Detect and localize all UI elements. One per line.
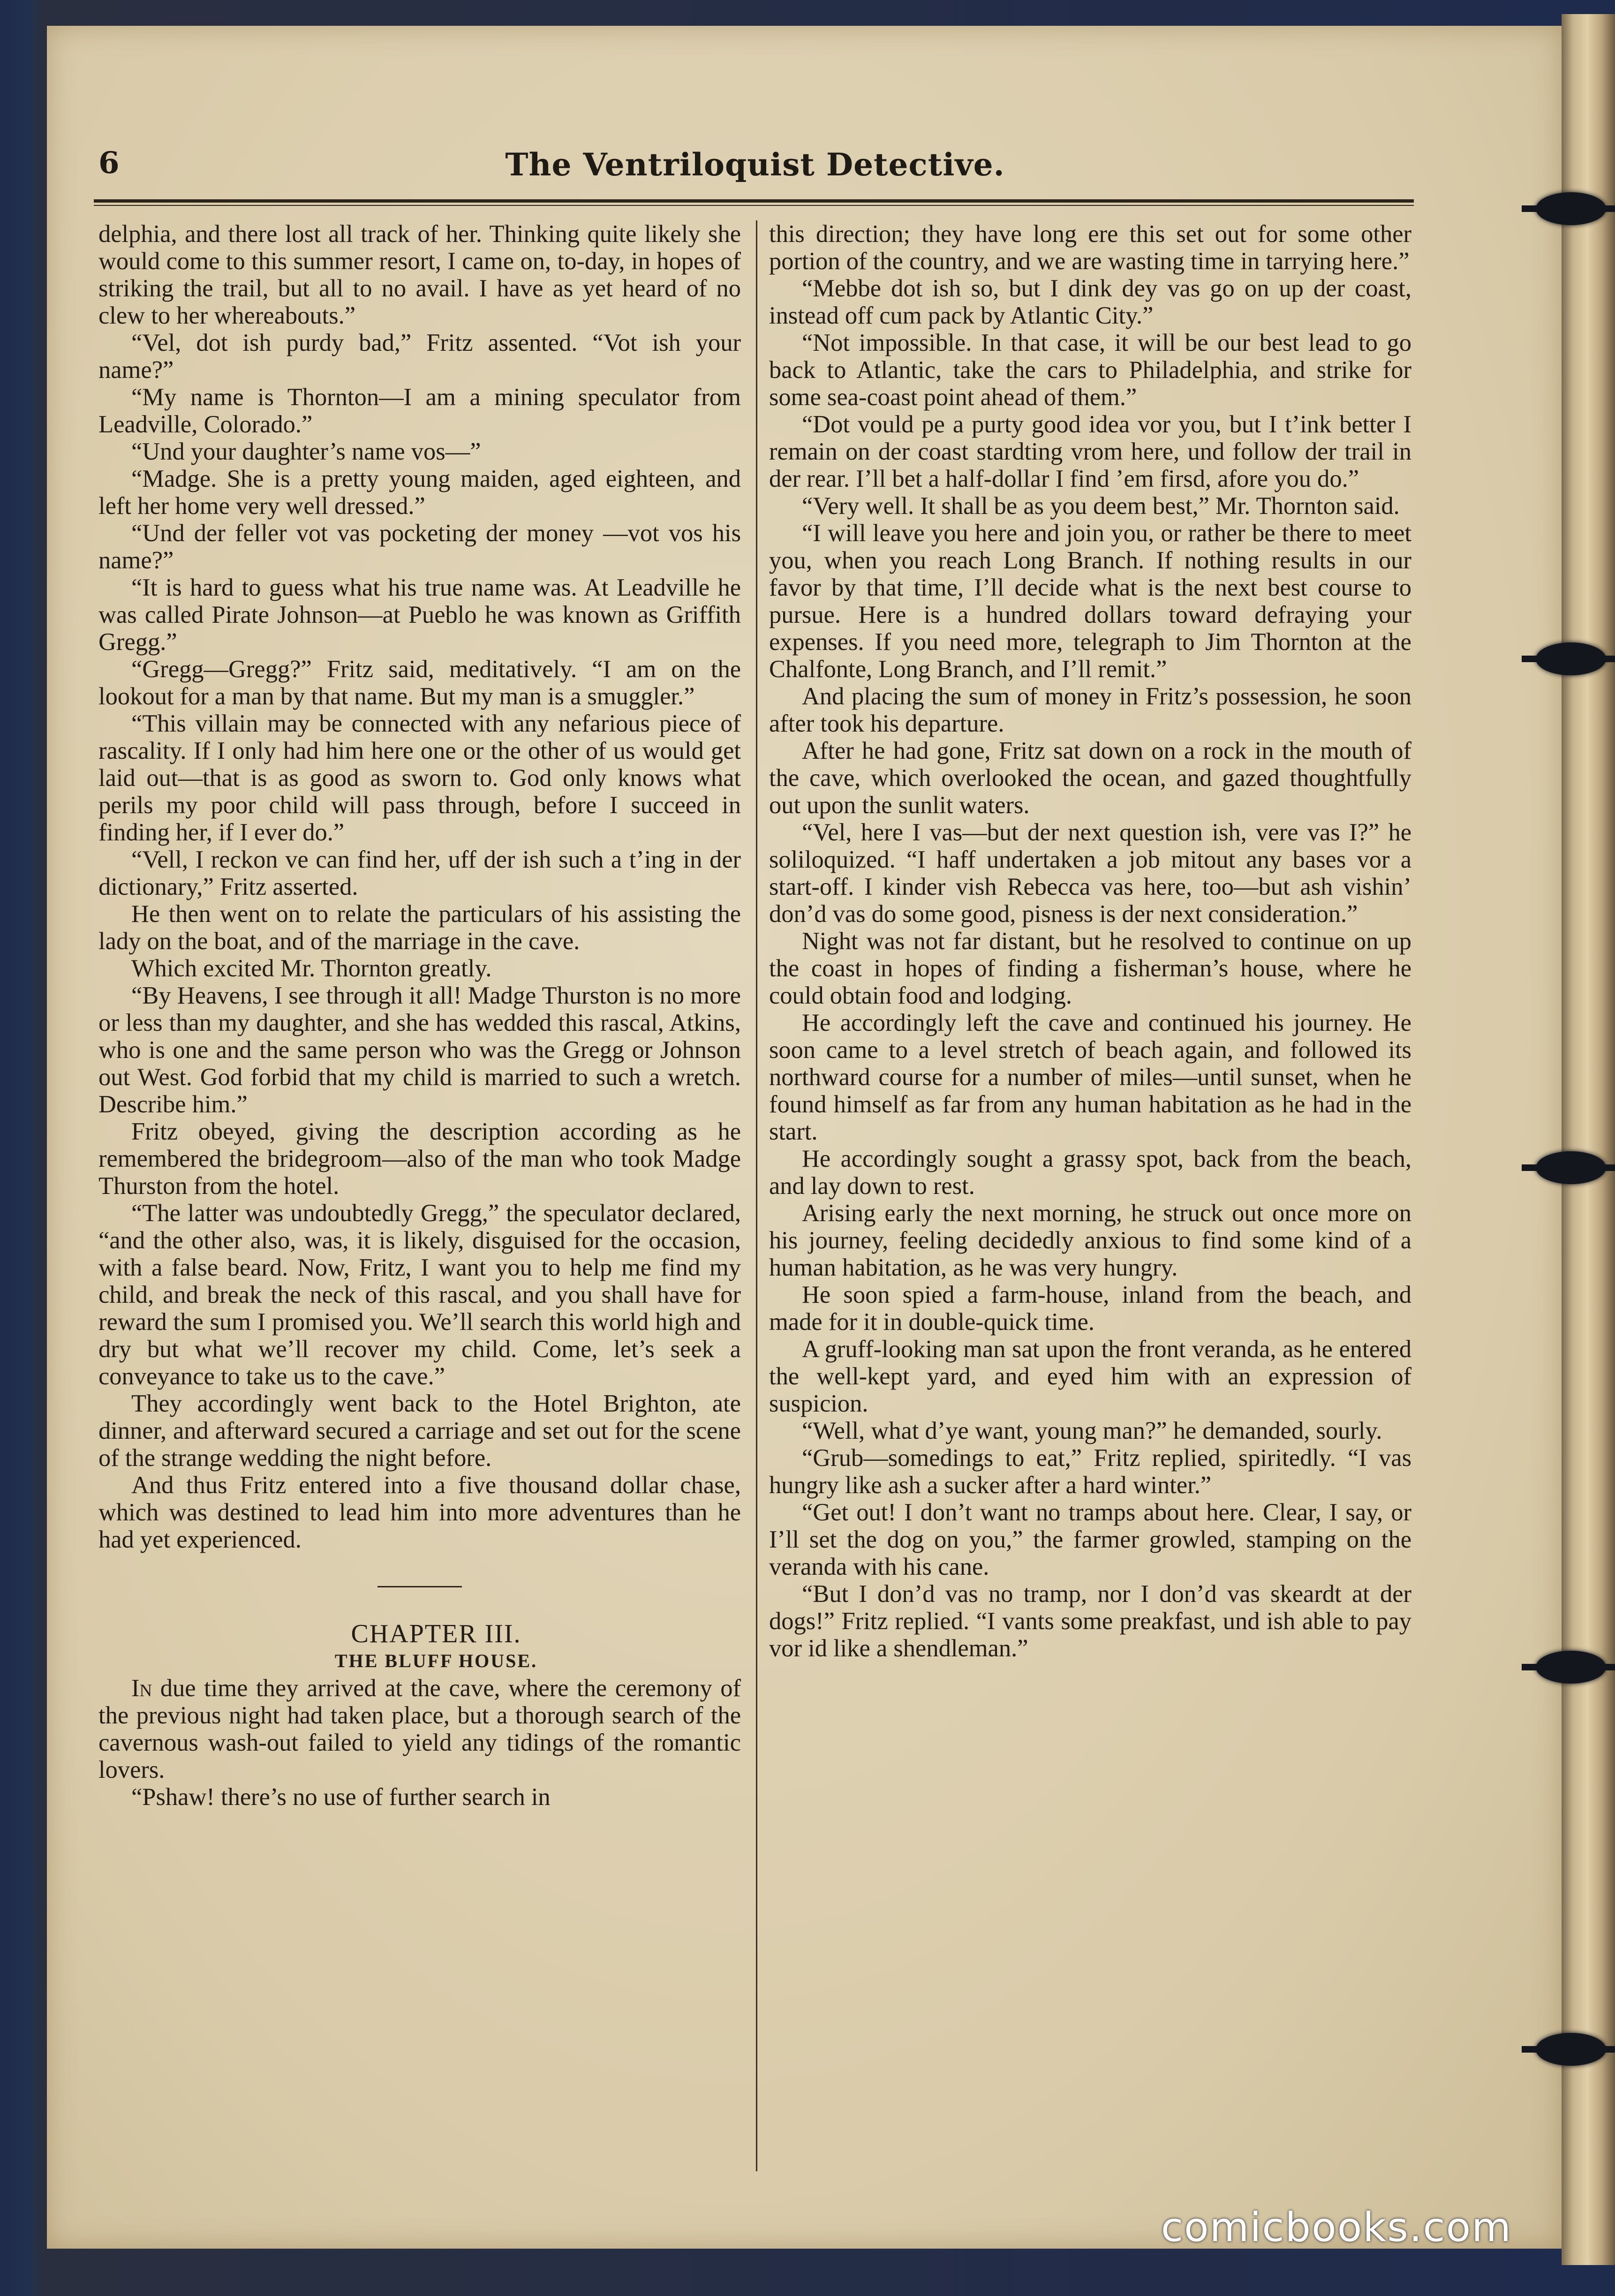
binding-stitch	[1536, 1651, 1606, 1684]
chapter-heading: CHAPTER III.	[351, 1619, 521, 1648]
paragraph: “Pshaw! there’s no use of further search in	[131, 1783, 551, 1811]
paragraph: He then went on to relate the particulars of his assisting the lady on the boat, and of the marriage in the cave.	[98, 900, 741, 955]
chapter-opening-text: due time they arrived at the cave, where the ceremony of the previous night had taken place, but a thorough search of the cavernous wash-out failed to yield any tidings of the romantic lovers.	[98, 1675, 741, 1783]
page-number: 6	[98, 145, 120, 181]
right-column	[769, 220, 1411, 1662]
paragraph: “But I don’d vas no tramp, nor I don’d vas skeardt at der dogs!” Fritz replied. “I vants some preakfast, und ish able to pay vor id like a shendleman.”	[769, 1580, 1411, 1662]
header-rule-thin	[94, 205, 1414, 206]
paragraph: “Dot vould pe a purty good idea vor you, but I t’ink better I remain on der coast stardting vrom here, und follow der trail in der rear. I’ll bet a half-dollar I find ’em firsd, afore you do.”	[769, 411, 1411, 492]
chapter-lead-word: In	[131, 1675, 152, 1702]
paragraph: And thus Fritz entered into a five thousand dollar chase, which was destined to lead him into more adventures than he had yet experienced.	[98, 1472, 741, 1553]
paragraph: He accordingly left the cave and continued his journey. He soon came to a level stretch of beach again, and followed its northward course for a number of miles—until sunset, when he found himself as far from any human habitation as he had in the start.	[769, 1009, 1411, 1145]
book-spine	[1562, 14, 1615, 2265]
paragraph: delphia, and there lost all track of her. Thinking quite likely she would come to this summer resort, I came on, to-day, in hopes of striking the trail, but all to no avail. I have as yet heard of no clew to her whereabouts.”	[98, 220, 741, 329]
binding-stitch	[1536, 2033, 1606, 2066]
paragraph: “I will leave you here and join you, or rather be there to meet you, when you reach Long Branch. If nothing results in our favor by that time, I’ll decide what is the next best course to pursue. Here is a hundred dollars toward defraying your expenses. If you need more, telegraph to Jim Thornton at the Chalfonte, Long Branch, and I’ll remit.”	[769, 520, 1411, 683]
paragraph: “Vell, I reckon ve can find her, uff der ish such a t’ing in der dictionary,” Fritz asserted.	[98, 846, 741, 900]
paragraph: Night was not far distant, but he resolved to continue on up the coast in hopes of finding a fisherman’s house, where he could obtain food and lodging.	[769, 928, 1411, 1009]
paragraph: “It is hard to guess what his true name was. At Leadville he was called Pirate Johnson—at Pueblo he was known as Griffith Gregg.”	[98, 574, 741, 656]
watermark: comicbooks.com	[1161, 2204, 1512, 2251]
chapter-subtitle: THE BLUFF HOUSE.	[334, 1650, 538, 1671]
paragraph: “By Heavens, I see through it all! Madge Thurston is no more or less than my daughter, and she has wedded this rascal, Atkins, who is one and the same person who was the Gregg or Johnson out West. God forbid that my child is married to such a wretch. Describe him.”	[98, 982, 741, 1118]
binding-stitch	[1536, 1151, 1606, 1184]
paragraph: “My name is Thornton—I am a mining speculator from Leadville, Colorado.”	[98, 384, 741, 438]
paragraph: “Gregg—Gregg?” Fritz said, meditatively. “I am on the lookout for a man by that name. But my man is a smuggler.”	[98, 656, 741, 710]
paragraph: A gruff-looking man sat upon the front veranda, as he entered the well-kept yard, and eyed him with an expression of suspicion.	[769, 1336, 1411, 1417]
paragraph: “Not impossible. In that case, it will be our best lead to go back to Atlantic, take the cars to Philadelphia, and strike for some sea-coast point ahead of them.”	[769, 329, 1411, 411]
paragraph: “Grub—somedings to eat,” Fritz replied, spiritedly. “I vas hungry like ash a sucker after a hard winter.”	[769, 1444, 1411, 1499]
paragraph: “Vel, dot ish purdy bad,” Fritz assented. “Vot ish your name?”	[98, 329, 741, 384]
binding-stitch	[1536, 642, 1606, 675]
paragraph: “Well, what d’ye want, young man?” he demanded, sourly.	[802, 1417, 1382, 1444]
running-title: The Ventriloquist Detective.	[505, 146, 1005, 183]
paragraph: They accordingly went back to the Hotel Brighton, ate dinner, and afterward secured a carriage and set out for the scene of the strange wedding the night before.	[98, 1390, 741, 1472]
paragraph: “The latter was undoubtedly Gregg,” the speculator declared, “and the other also, was, it is likely, disguised for the occasion, with a false beard. Now, Fritz, I want you to help me find my child, and break the neck of this rascal, and you shall have for reward the sum I promised you. We’ll search this world high and dry but what we’ll recover my child. Come, let’s seek a conveyance to take us to the cave.”	[98, 1200, 741, 1390]
paragraph: “Very well. It shall be as you deem best,” Mr. Thornton said.	[802, 492, 1400, 520]
paragraph: Arising early the next morning, he struck out once more on his journey, feeling decidedly anxious to find some kind of a human habitation, as he was very hungry.	[769, 1200, 1411, 1281]
left-column	[98, 220, 741, 1811]
page-header	[98, 141, 1411, 202]
paragraph: “Und der feller vot vas pocketing der money —vot vos his name?”	[98, 520, 741, 574]
binding-stitch	[1536, 192, 1606, 225]
paragraph: “Madge. She is a pretty young maiden, aged eighteen, and left her home very well dressed.”	[98, 465, 741, 520]
paragraph: After he had gone, Fritz sat down on a rock in the mouth of the cave, which overlooked the ocean, and gazed thoughtfully out upon the sunlit waters.	[769, 737, 1411, 819]
column-divider	[756, 220, 757, 2171]
paragraph: “This villain may be connected with any nefarious piece of rascality. If I only had him here one or the other of us would get laid out—that is as good as sworn to. God only knows what perils my poor child will pass through, before I succeed in finding her, if I ever do.”	[98, 710, 741, 846]
paragraph: And placing the sum of money in Fritz’s possession, he soon after took his departure.	[769, 683, 1411, 737]
paragraph: He accordingly sought a grassy spot, back from the beach, and lay down to rest.	[769, 1145, 1411, 1200]
header-rule	[94, 199, 1414, 203]
paragraph: “Und your daughter’s name vos—”	[131, 438, 481, 465]
paragraph: He soon spied a farm-house, inland from the beach, and made for it in double-quick time.	[769, 1281, 1411, 1336]
paragraph: this direction; they have long ere this set out for some other portion of the country, and we are wasting time in tarrying here.”	[769, 220, 1411, 275]
paragraph: “Vel, here I vas—but der next question ish, vere vas I?” he soliloquized. “I haff undertaken a job mitout any bases vor a start-off. I kinder vish Rebecca vas here, too—but ash vishin’ don’d vas do some good, pisness is der next consideration.”	[769, 819, 1411, 928]
chapter-opening-paragraph	[98, 1675, 741, 1783]
paragraph: “Get out! I don’t want no tramps about here. Clear, I say, or I’ll set the dog on you,” the farmer growled, stamping on the veranda with his cane.	[769, 1499, 1411, 1580]
paragraph: Fritz obeyed, giving the description according as he remembered the bridegroom—also of the man who took Madge Thurston from the hotel.	[98, 1118, 741, 1200]
section-divider	[377, 1586, 462, 1587]
paragraph: Which excited Mr. Thornton greatly.	[131, 955, 492, 982]
paragraph: “Mebbe dot ish so, but I dink dey vas go on up der coast, instead off cum pack by Atlantic City.”	[769, 275, 1411, 329]
